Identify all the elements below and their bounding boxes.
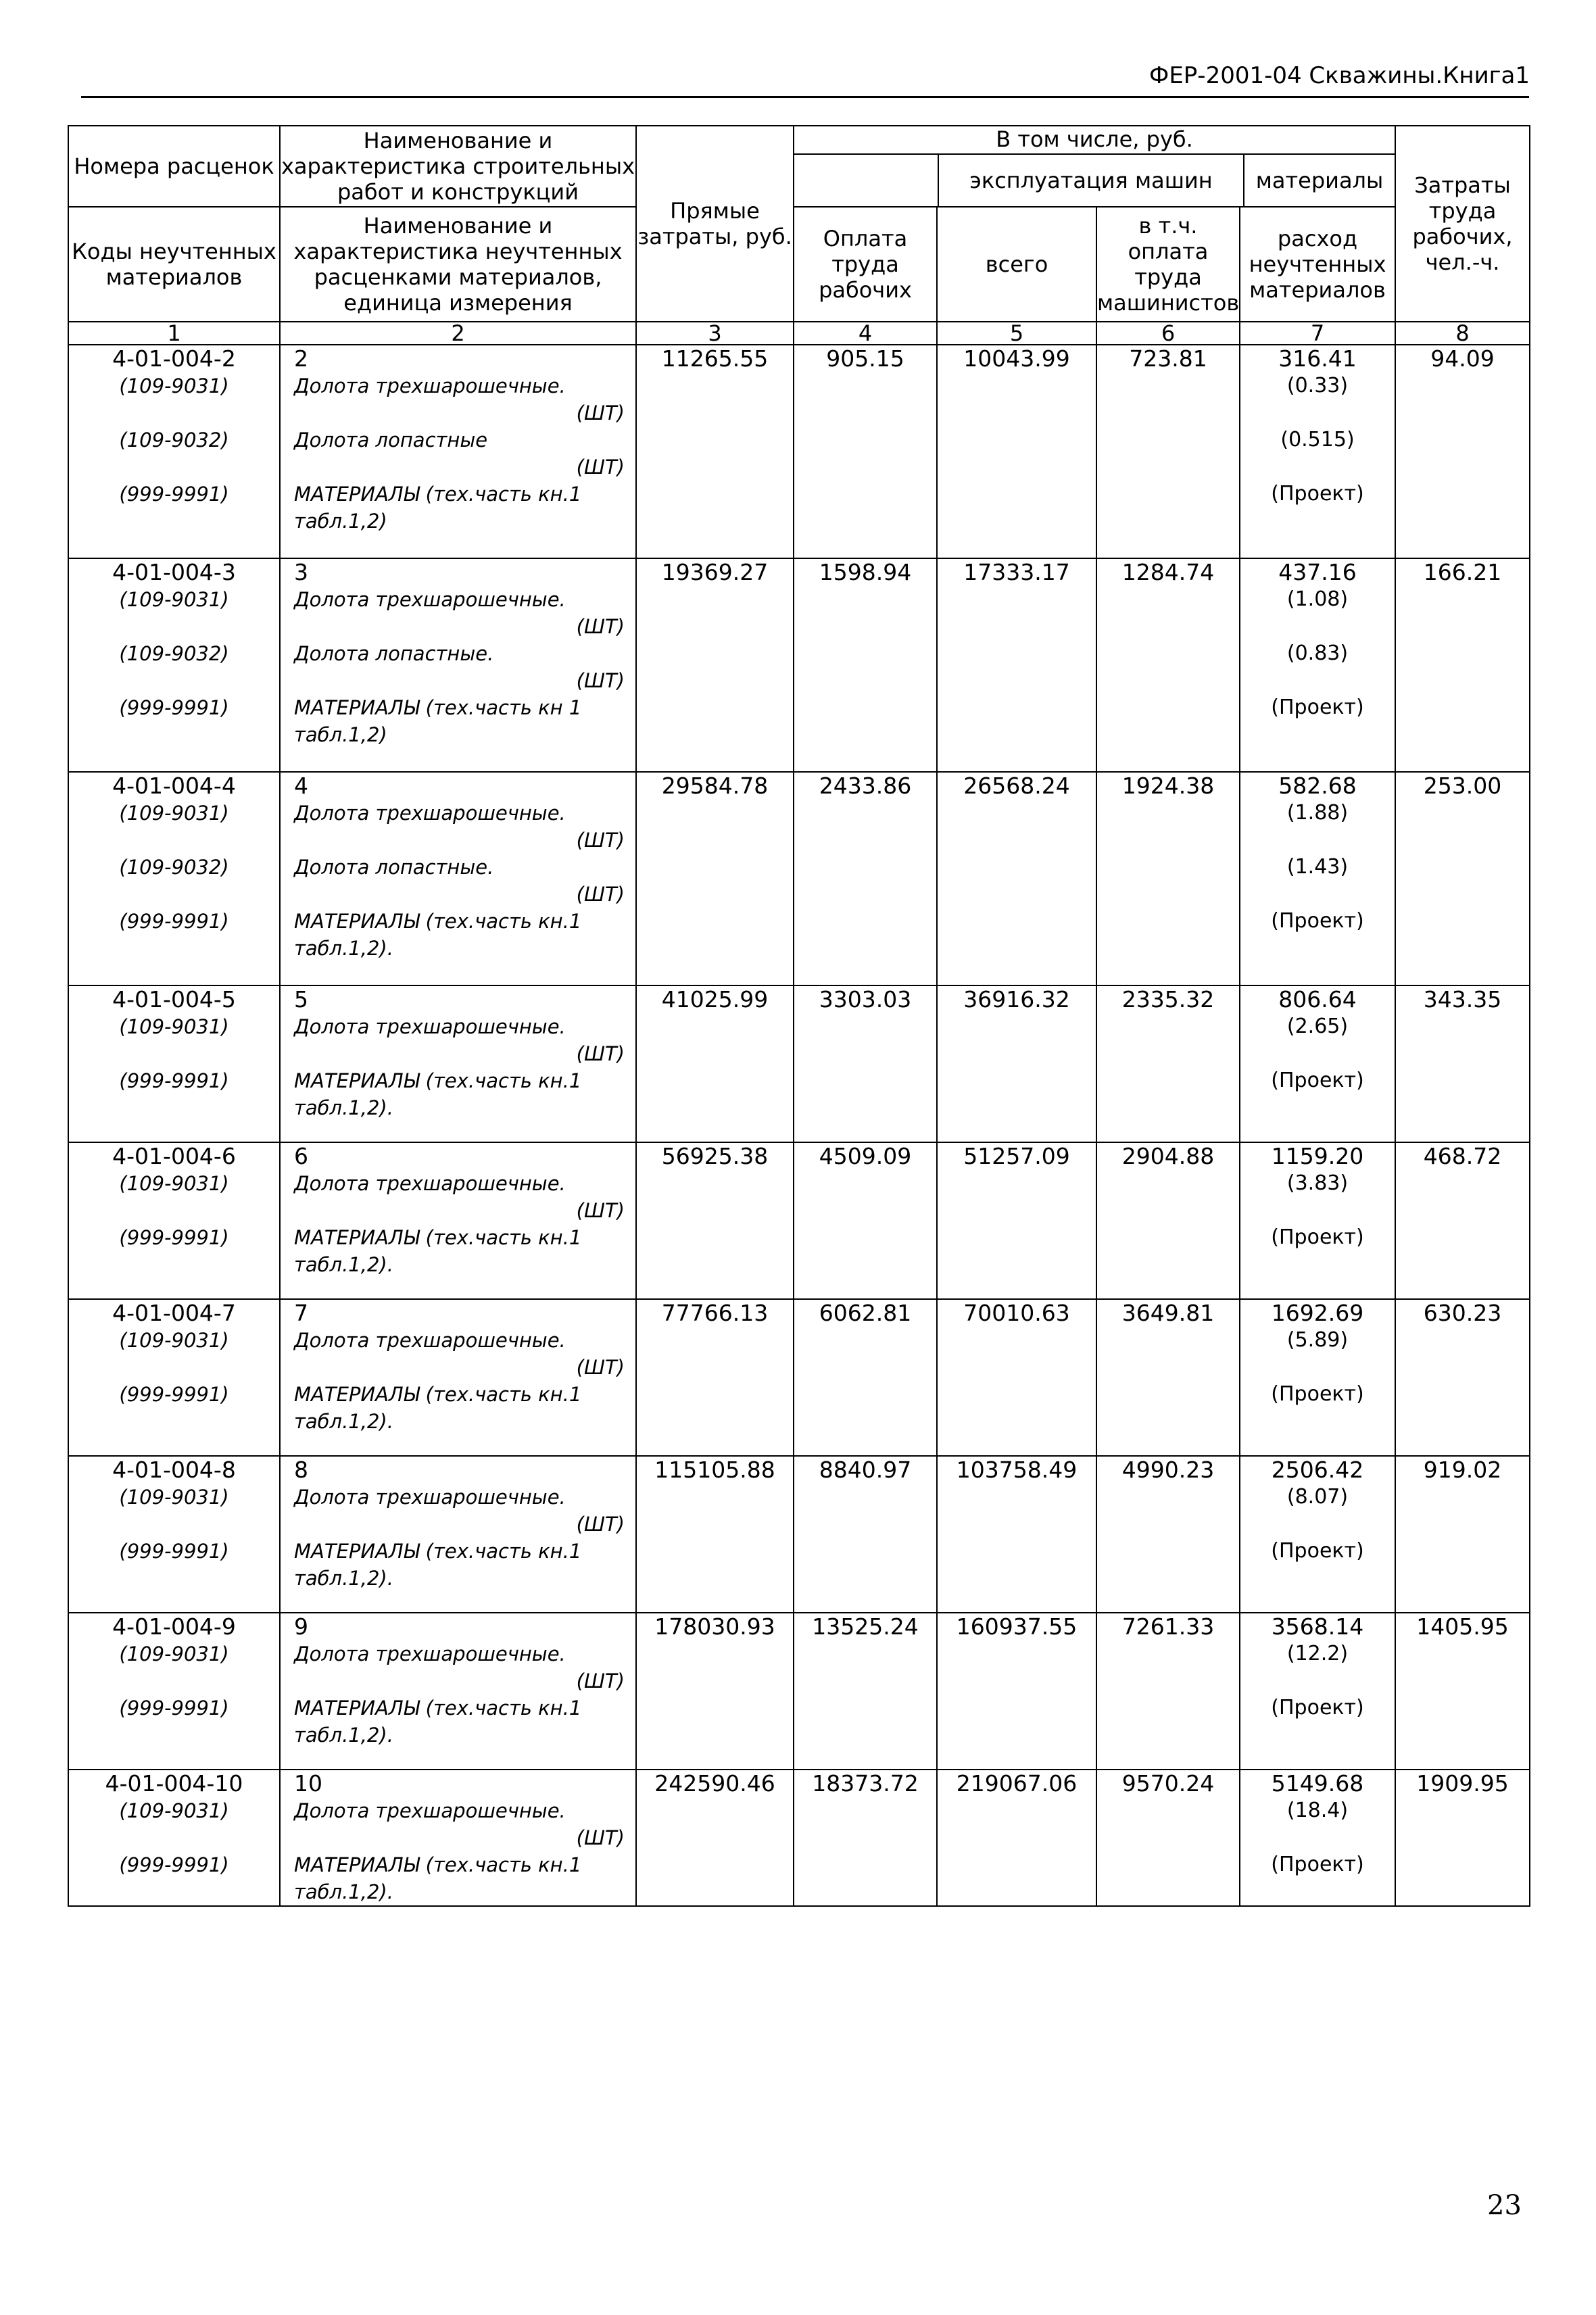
machines-total: 51257.09 (963, 1143, 1070, 1169)
column-numbers-row (68, 322, 1530, 345)
col-number: 8 (1395, 322, 1530, 345)
rate-name: 4 (294, 773, 308, 799)
material-name: Долота трехшарошечные. (294, 1642, 566, 1665)
machines-total: 36916.32 (963, 986, 1070, 1013)
material-unit: (ШТ) (576, 1042, 625, 1065)
material-code: (109-9032) (119, 429, 229, 452)
machines-total: 10043.99 (963, 345, 1070, 372)
rates-table (68, 125, 1530, 1907)
material-qty: (1.43) (1286, 855, 1349, 879)
materials-cost: 2506.42 (1271, 1457, 1364, 1483)
col-machines-labor: в т.ч. оплата труда машинистов (1096, 207, 1240, 322)
material-code: (999-9991) (119, 1697, 229, 1720)
material-code: (999-9991) (119, 1383, 229, 1406)
material-unit: (ШТ) (576, 1199, 625, 1222)
direct-costs: 41025.99 (661, 986, 769, 1013)
labor-pay: 13525.24 (812, 1613, 919, 1640)
labor-costs: 1405.95 (1416, 1613, 1509, 1640)
material-qty: (Проект) (1271, 1069, 1364, 1092)
rate-code: 4-01-004-8 (112, 1457, 236, 1483)
direct-costs: 77766.13 (661, 1300, 769, 1326)
material-code: (109-9031) (119, 588, 229, 611)
material-name: Долота трехшарошечные. (294, 374, 566, 397)
material-qty: (1.08) (1286, 587, 1349, 611)
material-name-cont: табл.1,2). (294, 937, 393, 960)
rate-code: 4-01-004-5 (112, 986, 236, 1013)
rate-code: 4-01-004-9 (112, 1613, 236, 1640)
machines-labor: 2904.88 (1121, 1143, 1215, 1169)
material-qty: (5.89) (1286, 1328, 1349, 1352)
material-qty: (Проект) (1271, 1225, 1364, 1249)
direct-costs: 242590.46 (654, 1770, 775, 1797)
labor-pay: 905.15 (826, 345, 904, 372)
machines-total: 26568.24 (963, 773, 1070, 799)
material-name: Долота трехшарошечные. (294, 1172, 566, 1195)
table-body (68, 345, 1530, 1906)
material-code: (109-9032) (119, 856, 229, 879)
col-number: 3 (636, 322, 794, 345)
material-unit: (ШТ) (576, 883, 625, 906)
labor-pay: 18373.72 (812, 1770, 919, 1797)
rate-code: 4-01-004-3 (112, 559, 236, 585)
machines-labor: 7261.33 (1121, 1613, 1215, 1640)
material-qty: (0.515) (1280, 428, 1355, 452)
machines-labor: 1284.74 (1121, 559, 1215, 585)
machines-total: 160937.55 (956, 1613, 1078, 1640)
col-number: 4 (794, 322, 937, 345)
col-number: 6 (1096, 322, 1240, 345)
labor-costs: 468.72 (1423, 1143, 1502, 1169)
col-number: 2 (280, 322, 636, 345)
material-unit: (ШТ) (576, 1513, 625, 1536)
labor-pay: 2433.86 (819, 773, 912, 799)
rate-name: 5 (294, 986, 308, 1013)
material-qty: (Проект) (1271, 1382, 1364, 1406)
material-code: (109-9031) (119, 1642, 229, 1665)
labor-pay: 4509.09 (819, 1143, 912, 1169)
material-unit: (ШТ) (576, 669, 625, 692)
col-materials: материалы (1255, 168, 1384, 193)
material-qty: (8.07) (1286, 1485, 1349, 1509)
direct-costs: 178030.93 (654, 1613, 775, 1640)
material-code: (999-9991) (119, 1069, 229, 1092)
labor-costs: 1909.95 (1416, 1770, 1509, 1797)
material-code: (109-9031) (119, 1799, 229, 1822)
material-qty: (Проект) (1271, 1539, 1364, 1563)
material-qty: (Проект) (1271, 1696, 1364, 1720)
material-qty: (12.2) (1286, 1642, 1349, 1665)
machines-total: 17333.17 (963, 559, 1070, 585)
material-qty: (0.33) (1286, 374, 1349, 397)
rate-name: 7 (294, 1300, 308, 1326)
material-code: (109-9031) (119, 1172, 229, 1195)
material-name: МАТЕРИАЛЫ (тех.часть кн.1 (294, 1226, 582, 1249)
col-materials-consumption: расход неучтенных материалов (1240, 207, 1395, 322)
rate-name: 10 (294, 1770, 322, 1797)
machines-labor: 9570.24 (1121, 1770, 1215, 1797)
labor-costs: 94.09 (1430, 345, 1495, 372)
labor-costs: 919.02 (1423, 1457, 1502, 1483)
material-name: МАТЕРИАЛЫ (тех.часть кн.1 (294, 1853, 582, 1876)
document-title: ФЕР-2001-04 Скважины.Книга1 (1149, 62, 1530, 89)
direct-costs: 29584.78 (661, 773, 769, 799)
material-code: (999-9991) (119, 910, 229, 933)
material-name: МАТЕРИАЛЫ (тех.часть кн.1 (294, 1697, 582, 1720)
table-row (68, 345, 1530, 558)
materials-cost: 1159.20 (1271, 1143, 1364, 1169)
table-row (68, 1456, 1530, 1613)
direct-costs: 56925.38 (661, 1143, 769, 1169)
material-qty: (Проект) (1271, 1853, 1364, 1876)
machines-total: 70010.63 (963, 1300, 1070, 1326)
labor-costs: 166.21 (1423, 559, 1502, 585)
material-unit: (ШТ) (576, 401, 625, 424)
material-name: Долота трехшарошечные. (294, 588, 566, 611)
material-name-cont: табл.1,2). (294, 1253, 393, 1276)
rate-code: 4-01-004-10 (105, 1770, 243, 1797)
material-unit: (ШТ) (576, 1356, 625, 1379)
materials-cost: 316.41 (1278, 345, 1357, 372)
material-qty: (0.83) (1286, 641, 1349, 665)
materials-cost: 582.68 (1278, 773, 1357, 799)
material-qty: (18.4) (1286, 1799, 1349, 1822)
material-code: (999-9991) (119, 483, 229, 506)
rate-code: 4-01-004-2 (112, 345, 236, 372)
material-name-cont: табл.1,2). (294, 1567, 393, 1590)
materials-cost: 5149.68 (1271, 1770, 1364, 1797)
material-name: МАТЕРИАЛЫ (тех.часть кн.1 (294, 1383, 582, 1406)
rate-name: 8 (294, 1457, 308, 1483)
material-unit: (ШТ) (576, 829, 625, 852)
labor-pay: 1598.94 (819, 559, 912, 585)
material-qty: (2.65) (1286, 1015, 1349, 1038)
table-row (68, 772, 1530, 985)
machines-labor: 4990.23 (1121, 1457, 1215, 1483)
machines-labor: 2335.32 (1121, 986, 1215, 1013)
material-name: Долота трехшарошечные. (294, 1799, 566, 1822)
material-name-cont: табл.1,2) (294, 723, 387, 746)
col-rate-numbers: Номера расценок (68, 126, 280, 207)
material-name-cont: табл.1,2). (294, 1410, 393, 1433)
col-including: В том числе, руб. (794, 126, 1395, 155)
material-unit: (ШТ) (576, 615, 625, 638)
materials-cost: 437.16 (1278, 559, 1357, 585)
material-code: (109-9031) (119, 374, 229, 397)
page-number: 23 (1487, 2190, 1522, 2221)
material-qty: (Проект) (1271, 482, 1364, 506)
col-direct-costs: Прямые затраты, руб. (636, 126, 794, 322)
labor-costs: 630.23 (1423, 1300, 1502, 1326)
material-name: МАТЕРИАЛЫ (тех.часть кн.1 (294, 910, 582, 933)
table-row (68, 558, 1530, 772)
col-work-name: Наименование и характеристика строительных работ и конструкций (280, 126, 636, 207)
labor-pay: 8840.97 (819, 1457, 912, 1483)
material-qty: (3.83) (1286, 1171, 1349, 1195)
material-code: (999-9991) (119, 696, 229, 719)
materials-cost: 3568.14 (1271, 1613, 1364, 1640)
col-number: 7 (1240, 322, 1395, 345)
material-unit: (ШТ) (576, 1670, 625, 1692)
rate-name: 9 (294, 1613, 308, 1640)
material-name: Долота лопастные (294, 429, 488, 452)
materials-cost: 806.64 (1278, 986, 1357, 1013)
material-unit: (ШТ) (576, 456, 625, 479)
col-material-name: Наименование и характеристика неучтенных расценками материалов, единица измерения (280, 207, 636, 322)
table-row (68, 1142, 1530, 1299)
material-name: МАТЕРИАЛЫ (тех.часть кн 1 (294, 696, 582, 719)
machines-labor: 3649.81 (1121, 1300, 1215, 1326)
direct-costs: 11265.55 (661, 345, 769, 372)
rate-name: 2 (294, 345, 308, 372)
machines-total: 103758.49 (956, 1457, 1078, 1483)
material-name: Долота лопастные. (294, 642, 494, 665)
table-row (68, 1613, 1530, 1770)
labor-costs: 343.35 (1423, 986, 1502, 1013)
col-including-group (794, 126, 1395, 207)
table-row (68, 1770, 1530, 1906)
col-material-codes: Коды неучтенных материалов (68, 207, 280, 322)
table-header (68, 126, 1530, 345)
table-row (68, 985, 1530, 1142)
material-name: Долота трехшарошечные. (294, 1329, 566, 1352)
material-code: (999-9991) (119, 1226, 229, 1249)
table-row (68, 1299, 1530, 1456)
direct-costs: 115105.88 (654, 1457, 775, 1483)
header-rule (81, 96, 1529, 98)
material-unit: (ШТ) (576, 1826, 625, 1849)
rate-code: 4-01-004-4 (112, 773, 236, 799)
material-name-cont: табл.1,2). (294, 1880, 393, 1903)
material-code: (999-9991) (119, 1540, 229, 1563)
material-code: (109-9031) (119, 802, 229, 825)
col-machines: эксплуатация машин (939, 155, 1244, 206)
rate-name: 6 (294, 1143, 308, 1169)
col-machines-total: всего (937, 207, 1096, 322)
col-labor-pay: Оплата труда рабочих (794, 207, 937, 322)
material-name-cont: табл.1,2). (294, 1096, 393, 1119)
material-code: (109-9032) (119, 642, 229, 665)
rate-code: 4-01-004-6 (112, 1143, 236, 1169)
material-code: (109-9031) (119, 1329, 229, 1352)
material-name: Долота трехшарошечные. (294, 1486, 566, 1509)
materials-cost: 1692.69 (1271, 1300, 1364, 1326)
machines-total: 219067.06 (956, 1770, 1078, 1797)
material-qty: (Проект) (1271, 909, 1364, 933)
material-qty: (1.88) (1286, 801, 1349, 825)
machines-labor: 1924.38 (1121, 773, 1215, 799)
material-name-cont: табл.1,2) (294, 510, 387, 533)
material-name: Долота лопастные. (294, 856, 494, 879)
material-name: МАТЕРИАЛЫ (тех.часть кн.1 (294, 1540, 582, 1563)
direct-costs: 19369.27 (661, 559, 769, 585)
material-qty: (Проект) (1271, 696, 1364, 719)
rate-name: 3 (294, 559, 308, 585)
material-code: (109-9031) (119, 1015, 229, 1038)
material-name: МАТЕРИАЛЫ (тех.часть кн.1 (294, 483, 582, 506)
material-name: МАТЕРИАЛЫ (тех.часть кн.1 (294, 1069, 582, 1092)
material-name-cont: табл.1,2). (294, 1724, 393, 1747)
labor-pay: 6062.81 (819, 1300, 912, 1326)
material-code: (999-9991) (119, 1853, 229, 1876)
col-number: 5 (937, 322, 1096, 345)
material-code: (109-9031) (119, 1486, 229, 1509)
labor-pay: 3303.03 (819, 986, 912, 1013)
rate-code: 4-01-004-7 (112, 1300, 236, 1326)
col-number: 1 (68, 322, 280, 345)
material-name: Долота трехшарошечные. (294, 802, 566, 825)
labor-costs: 253.00 (1423, 773, 1502, 799)
col-labor-costs: Затраты труда рабочих, чел.-ч. (1395, 126, 1530, 322)
machines-labor: 723.81 (1129, 345, 1207, 372)
material-name: Долота трехшарошечные. (294, 1015, 566, 1038)
